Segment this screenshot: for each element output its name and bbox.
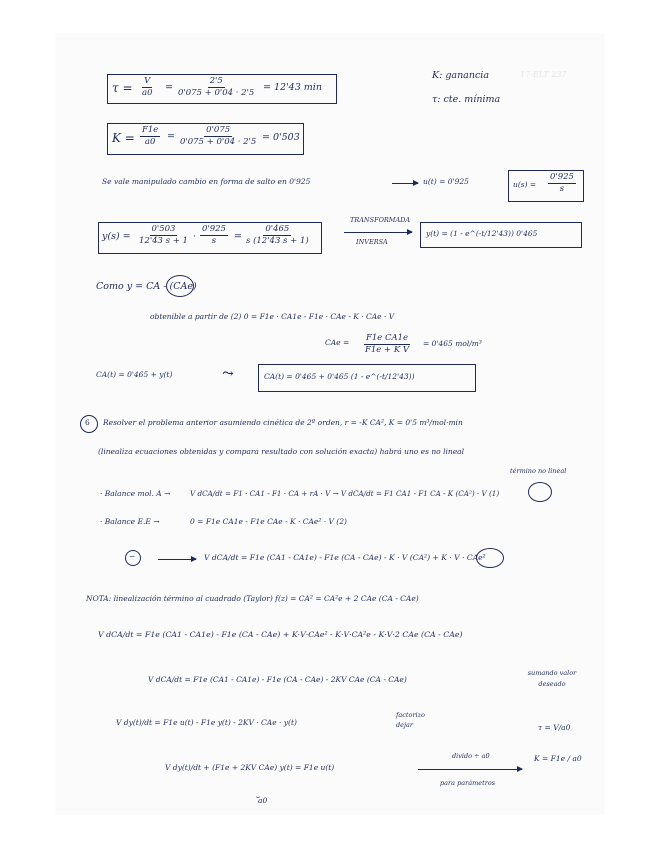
cae-lhs: CAe = — [325, 338, 350, 347]
sumando-note: sumando valor deseado — [527, 669, 577, 688]
gain-fraction-2 — [178, 125, 258, 148]
gain-f1-num: F1e — [142, 125, 159, 135]
gain-lhs: K = — [112, 131, 135, 145]
tau-eq1: = — [165, 82, 173, 93]
cae-circle — [166, 275, 194, 297]
ys-f3-num: 0'465 — [265, 224, 290, 234]
tilde-arrow-icon: ⤳ — [222, 366, 234, 382]
como-line: Como y = CA - (CAe) — [96, 281, 197, 292]
tau-lhs: τ = — [112, 81, 133, 95]
gain-fraction-1 — [140, 125, 160, 148]
balance-ee-equation: 0 = F1e CA1e - F1e CAe - K · CAe² · V (2) — [190, 517, 347, 526]
linearized-eq-2: V dCA/dt = F1e (CA1 - CA1e) - F1e (CA - CAe) - 2KV CAe (CA - CAe) — [148, 675, 407, 684]
tau-f2-num: 2'5 — [209, 76, 223, 86]
ys-dot: · — [193, 231, 197, 242]
step-box-num: 0'925 — [550, 172, 574, 182]
k-definition: K = F1e / a0 — [534, 754, 582, 763]
tau-f1-den: a0 — [142, 88, 153, 98]
factorizo-note: factorizo dejar — [396, 711, 425, 729]
minus-arrow — [158, 559, 196, 560]
item-6-number: 6 — [85, 418, 90, 427]
gain-f1-den: a0 — [144, 137, 156, 147]
balance-mol-equation: V dCA/dt = F1 · CA1 - F1 · CA + rA · V → V dCA/dt = F1 CA1 - F1 CA - K (CA²) · V (1) — [190, 489, 500, 498]
final-arrow — [418, 769, 522, 770]
legend-time-constant: τ: cte. mínima — [432, 94, 501, 105]
gain-f2-num: 0'075 — [206, 125, 231, 135]
ys-f1-den: 12'43 s + 1 — [139, 236, 188, 246]
ys-fraction-3 — [244, 224, 311, 247]
step-u: u(t) = 0'925 — [423, 177, 469, 186]
inverse-label-top: TRANSFORMADA — [350, 216, 411, 224]
ca-squared-circle-2 — [476, 548, 504, 568]
ca-squared-circle-1 — [528, 482, 552, 502]
ys-f2-num: 0'925 — [202, 224, 226, 234]
brace-icon: ⏟ — [256, 790, 260, 798]
step-box-lhs: u(s) = — [513, 180, 537, 189]
cae-result: = 0'465 mol/m³ — [423, 339, 482, 348]
ys-lhs: y(s) = — [102, 231, 131, 242]
arrow-note-bottom: para parámetros — [440, 779, 496, 787]
tau-f2-den: 0'075 + 0'04 · 2'5 — [178, 88, 255, 98]
yt-equation: y(t) = (1 - e^(-t/12'43)) 0'465 — [426, 229, 538, 238]
ys-fraction-2 — [200, 224, 228, 247]
tau-definition: τ = V/a0 — [538, 723, 571, 732]
ys-f1-num: 0'503 — [151, 224, 176, 234]
gain-eq1: = — [167, 131, 175, 142]
subtracted-equation: V dCA/dt = F1e (CA1 - CA1e) - F1e (CA - CAe) - K · V (CA²) + K · V · CAe² — [204, 553, 486, 562]
item-6-instructions: (linealiza ecuaciones obtenidas y compara resultado con solución exacta) habrá uno es no lineal — [98, 447, 465, 456]
step-description: Se vale manipulado cambio en forma de salto en 0'925 — [102, 177, 311, 186]
faded-watermark: 17-ELT 237 — [520, 70, 567, 79]
ys-f2-den: s — [211, 236, 217, 246]
step-box-fraction — [548, 172, 576, 195]
tau-result: = 12'43 min — [263, 82, 322, 93]
linearized-eq-4: V dy(t)/dt + (F1e + 2KV CAe) y(t) = F1e u(t) — [165, 763, 335, 772]
arrow-note-top: divido ÷ a0 — [452, 752, 490, 760]
tau-f1-num: V — [144, 76, 151, 86]
legend-gain: K: ganancia — [432, 70, 489, 81]
nota-line: NOTA: linealización término al cuadrado (Taylor) f(z) = CA² = CA²e + 2 CAe (CA - CAe) — [86, 594, 419, 603]
cat-equation: CA(t) = 0'465 + 0'465 (1 - e^(-t/12'43)) — [264, 372, 415, 381]
ys-eq: = — [234, 231, 242, 242]
cae-den: F1e + K V — [365, 345, 410, 355]
gain-f2-den: 0'075 + 0'04 · 2'5 — [180, 137, 257, 147]
balance-ee-label: · Balance E.E → — [100, 517, 160, 526]
tau-fraction-2 — [176, 76, 256, 99]
brace-label: a0 — [258, 796, 268, 805]
linearized-eq-1: V dCA/dt = F1e (CA1 - CA1e) - F1e (CA - CAe) + K·V·CAe² - K·V·CA²e - K·V·2 CAe (CA - CAe) — [98, 630, 463, 639]
inverse-label-bottom: INVERSA — [356, 238, 388, 246]
linearized-eq-3: V dy(t)/dt = F1e u(t) - F1e y(t) - 2KV · CAe · y(t) — [116, 718, 297, 727]
balance-mol-label: · Balance mol. A → — [100, 489, 171, 498]
cae-fraction — [363, 333, 411, 356]
cae-num: F1e CA1e — [365, 333, 409, 343]
item-6-statement: Resolver el problema anterior asumiendo cinética de 2º orden, r = -K CA², K = 0'5 m³/mol·min — [103, 418, 463, 427]
ys-fraction-1 — [137, 224, 190, 247]
inverse-arrow — [344, 232, 412, 233]
obtenible-line: obtenible a partir de (2) 0 = F1e · CA1e - F1e · CAe - K · CAe · V — [150, 312, 395, 321]
non-linear-term-note: término no lineal — [510, 467, 567, 475]
cat-lhs: CA(t) = 0'465 + y(t) — [96, 370, 173, 379]
step-box-den: s — [559, 184, 565, 194]
tau-fraction-1 — [140, 76, 154, 99]
ys-f3-den: s (12'43 s + 1) — [246, 236, 309, 246]
gain-result: = 0'503 — [262, 132, 300, 143]
step-arrow — [392, 183, 418, 184]
